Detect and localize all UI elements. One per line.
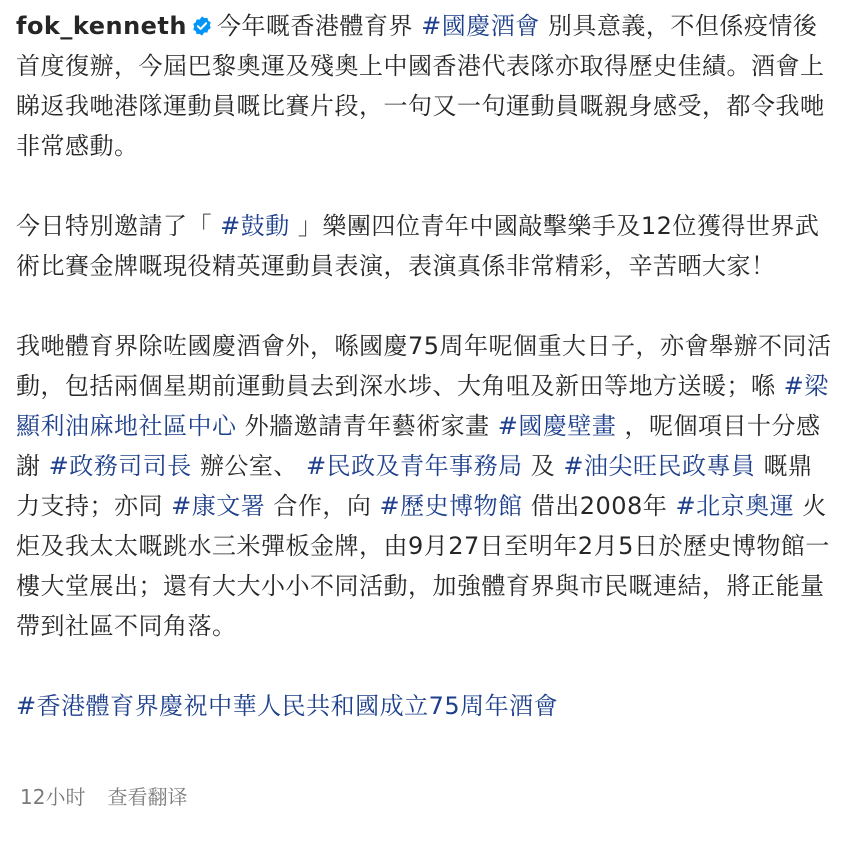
hashtag-link[interactable]: #民政及青年事務局 — [306, 452, 523, 480]
verified-badge-icon — [191, 15, 213, 37]
caption-text: 合作，向 — [265, 492, 380, 520]
caption-text: 我哋體育界除咗國慶酒會外，喺國慶75周年呢個重大日子，亦會舉辦不同活動，包括兩個星期前運動員去到深水埗、大角咀及新田等地方送暖；喺 — [16, 332, 832, 400]
caption-paragraph-2 — [16, 206, 836, 286]
caption-text: 及 — [522, 452, 564, 480]
caption-text: ，呢個項目十分感謝 — [16, 412, 821, 480]
timestamp: 12小时 — [20, 785, 86, 809]
hashtag-link[interactable]: #鼓動 — [220, 212, 290, 240]
caption-text: 借出2008年 — [522, 492, 676, 520]
hashtag-link[interactable]: #梁顯利油麻地社區中心 — [16, 372, 829, 440]
hashtag-link[interactable]: #北京奧運 — [675, 492, 795, 520]
see-translation-button[interactable]: 查看翻译 — [107, 785, 188, 809]
caption-text: 今年嘅香港體育界 — [217, 12, 422, 40]
hashtag-link[interactable]: #香港體育界慶祝中華人民共和國成立75周年酒會 — [16, 692, 559, 720]
caption-text: 別具意義，不但係疫情後首度復辦，今屆巴黎奧運及殘奧上中國香港代表隊亦取得歷史佳績。酒會上睇返我哋港隊運動員嘅比賽片段，一句又一句運動員嘅親身感受，都令我哋非常感動。 — [16, 12, 825, 160]
caption-paragraph-1 — [16, 6, 836, 166]
hashtag-link[interactable]: #國慶壁畫 — [497, 412, 617, 440]
caption-text: 辦公室、 — [191, 452, 307, 480]
caption-text: 火炬及我太太嘅跳水三米彈板金牌，由9月27日至明年2月5日於歷史博物館一樓大堂展出；還有大大小小不同活動，加強體育界與市民嘅連結，將正能量帶到社區不同角落。 — [16, 492, 830, 640]
post-meta — [20, 783, 209, 811]
caption-paragraph-3 — [16, 326, 836, 646]
caption-paragraph-4 — [16, 686, 836, 726]
caption-text: 今日特別邀請了「 — [16, 212, 221, 240]
hashtag-link[interactable]: #歷史博物館 — [379, 492, 523, 520]
hashtag-link[interactable]: #國慶酒會 — [421, 12, 540, 40]
hashtag-link[interactable]: #油尖旺民政專員 — [563, 452, 756, 480]
caption-text: 外牆邀請青年藝術家畫 — [236, 412, 498, 440]
caption-text: 嘅鼎力支持；亦同 — [16, 452, 813, 520]
username-link[interactable]: fok_kenneth — [16, 12, 187, 40]
hashtag-link[interactable]: #康文署 — [171, 492, 266, 520]
caption-text: 」樂團四位青年中國敲擊樂手及12位獲得世界武術比賽金牌嘅現役精英運動員表演，表演真係非常精彩，辛苦晒大家！ — [16, 212, 820, 280]
post-caption — [16, 6, 836, 726]
hashtag-link[interactable]: #政務司司長 — [48, 452, 192, 480]
